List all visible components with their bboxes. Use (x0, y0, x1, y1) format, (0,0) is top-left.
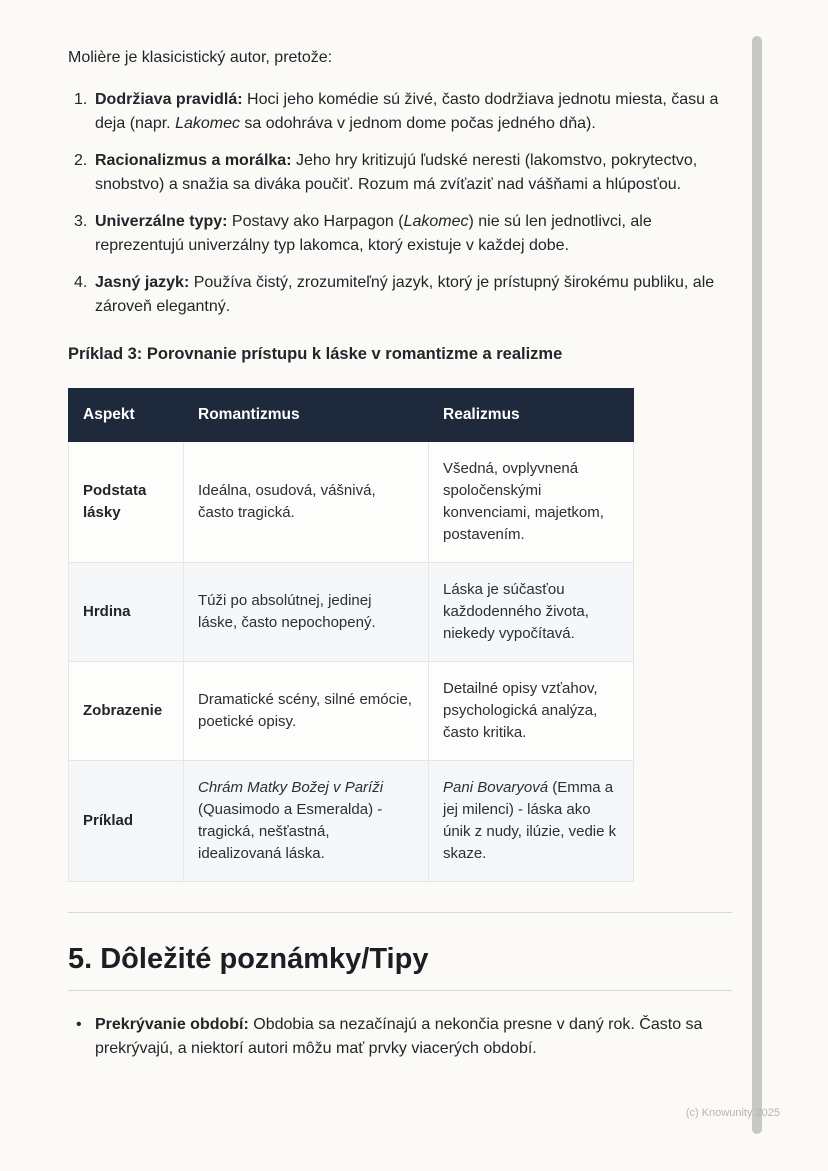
cell-aspect: Príklad (69, 761, 184, 882)
table-row (69, 761, 634, 882)
intro-paragraph: Molière je klasicistický autor, pretože: (68, 49, 333, 66)
table-row (69, 563, 634, 662)
section-heading: 5. Dôležité poznámky/Tipy (68, 943, 732, 991)
list-item: Racionalizmus a morálka: Jeho hry kritizujú ľudské neresti (lakomstvo, pokrytectvo, snobstvo) a snažia sa diváka poučiť. Rozum má zvíťaziť nad vášňami a hlúposťou. (95, 152, 698, 193)
section-divider (68, 912, 732, 913)
cell-romantizmus: Túži po absolútnej, jedinej láske, často nepochopený. (184, 563, 429, 662)
cell-romantizmus: Ideálna, osudová, vášnivá, často tragická. (184, 442, 429, 563)
comparison-table (68, 388, 634, 882)
numbered-list (68, 88, 732, 319)
cell-realizmus: Všedná, ovplyvnená spoločenskými konvenciami, majetkom, postavením. (429, 442, 634, 563)
cell-realizmus: Pani Bovaryová (Emma a jej milenci) - láska ako únik z nudy, ilúzie, vedie k skaze. (429, 761, 634, 882)
cell-realizmus: Láska je súčasťou každodenného života, niekedy vypočítavá. (429, 563, 634, 662)
cell-romantizmus: Dramatické scény, silné emócie, poetické opisy. (184, 662, 429, 761)
table-header-row (69, 389, 634, 442)
list-item: Jasný jazyk: Používa čistý, zrozumiteľný jazyk, ktorý je prístupný širokému publiku, ale zároveň elegantný. (95, 274, 715, 315)
example-heading: Príklad 3: Porovnanie prístupu k láske v romantizme a realizme (68, 345, 563, 363)
table-header-romantizmus: Romantizmus (184, 389, 429, 442)
table-row (69, 442, 634, 563)
cell-romantizmus: Chrám Matky Božej v Paríži (Quasimodo a Esmeralda) - tragická, nešťastná, idealizovaná láska. (184, 761, 429, 882)
table-header-aspekt: Aspekt (69, 389, 184, 442)
cell-aspect: Hrdina (69, 563, 184, 662)
table-row (69, 662, 634, 761)
bullet-list (68, 1013, 732, 1061)
list-item: • Prekrývanie období: Obdobia sa nezačínajú a nekončia presne v daný rok. Často sa prekrývajú, a niektorí autori môžu mať prvky viacerých období. (68, 1013, 723, 1061)
watermark-text: (c) Knowunity 2025 (685, 1107, 780, 1119)
cell-realizmus: Detailné opisy vzťahov, psychologická analýza, často kritika. (429, 662, 634, 761)
list-item: Univerzálne typy: Postavy ako Harpagon (Lakomec) nie sú len jednotlivci, ale reprezentujú univerzálny typ lakomca, ktorý existuje v každej dobe. (95, 213, 652, 254)
table-header-realizmus: Realizmus (429, 389, 634, 442)
scrollbar-thumb[interactable] (752, 36, 762, 1134)
list-item: Dodržiava pravidlá: Hoci jeho komédie sú živé, často dodržiava jednotu miesta, času a deja (napr. Lakomec sa odohráva v jednom dome počas jedného dňa). (95, 91, 719, 132)
cell-aspect: Podstata lásky (69, 442, 184, 563)
cell-aspect: Zobrazenie (69, 662, 184, 761)
